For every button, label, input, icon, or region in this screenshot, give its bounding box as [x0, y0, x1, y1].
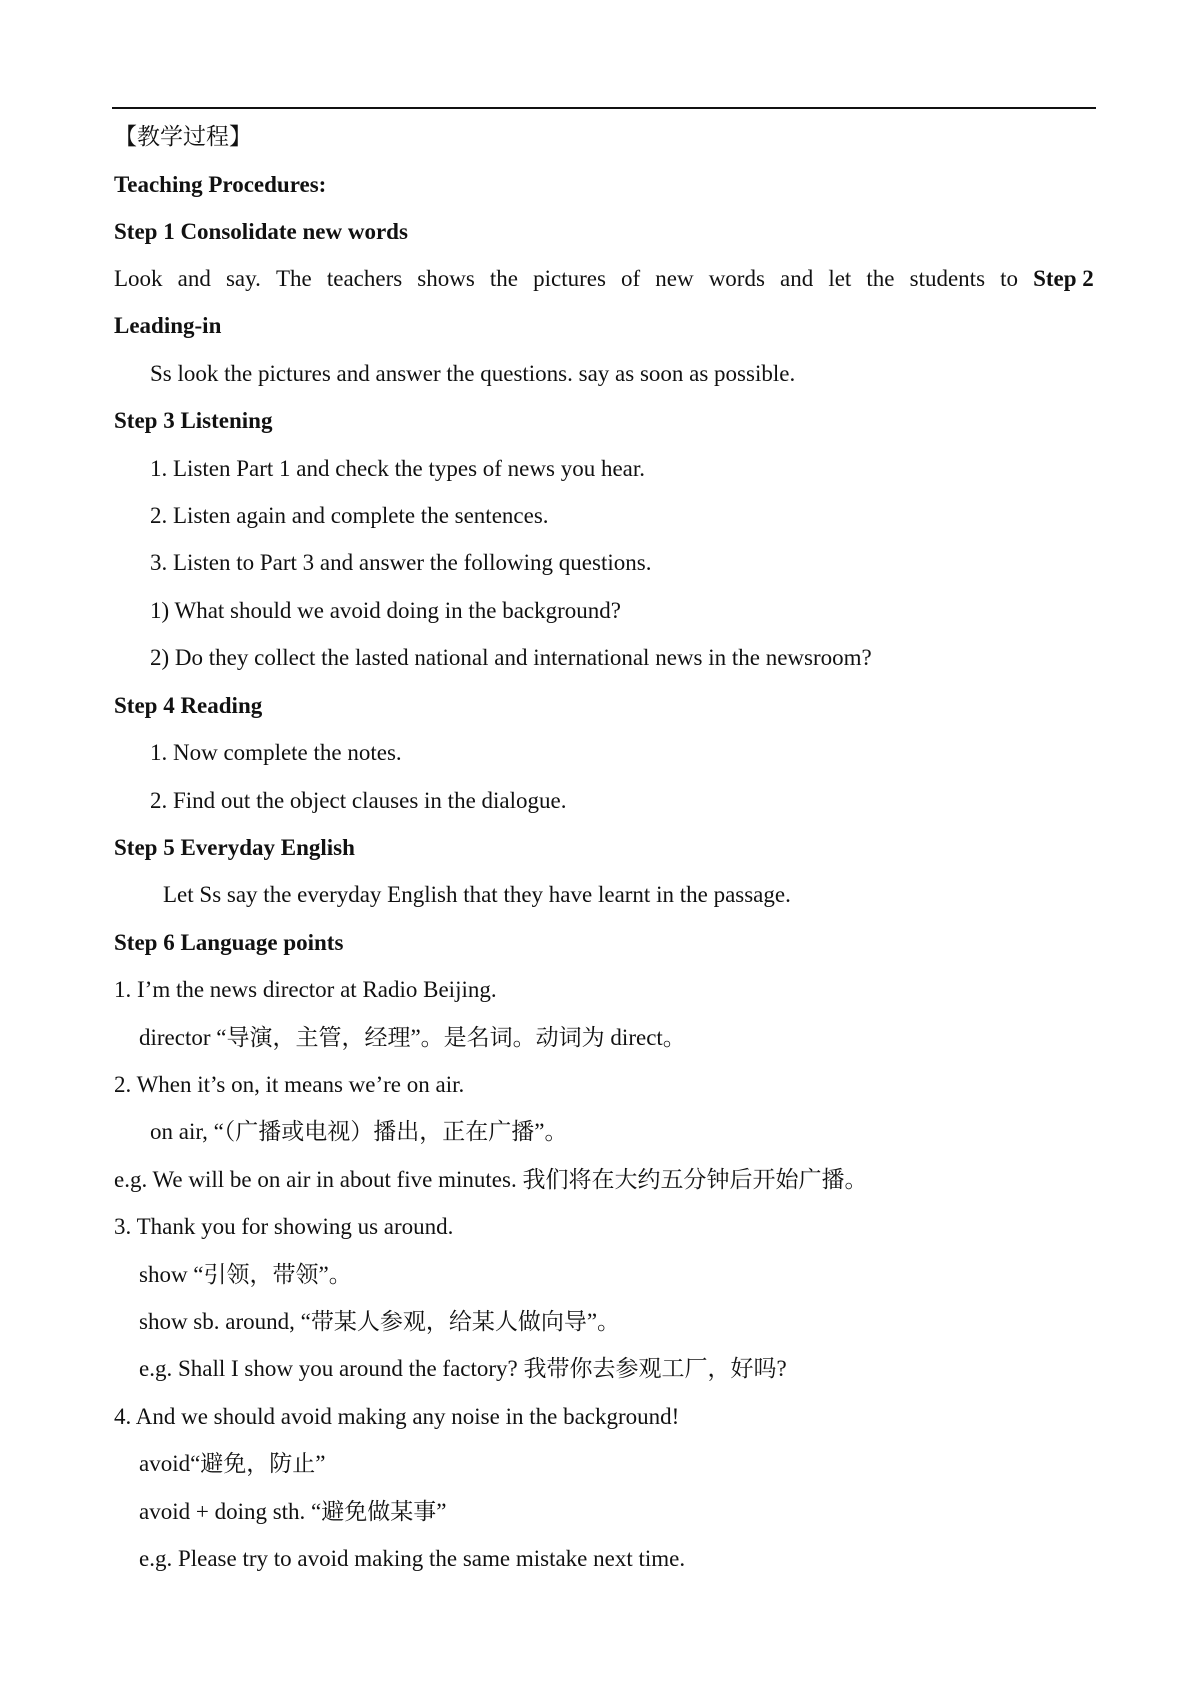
- step3-item: 2. Listen again and complete the sentences.: [150, 503, 549, 528]
- step4-heading: Step 4 Reading: [114, 693, 263, 718]
- step3-item: 1) What should we avoid doing in the background?: [150, 598, 621, 623]
- language-point-example: e.g. Shall I show you around the factory? 我带你去参观工厂，好吗?: [139, 1356, 787, 1381]
- step2-heading-start: Step 2: [1033, 266, 1094, 291]
- language-point: 2. When it’s on, it means we’re on air.: [114, 1072, 465, 1097]
- language-point-note: director “导演，主管，经理”。是名词。动词为 direct。: [139, 1025, 686, 1050]
- step2-text: Ss look the pictures and answer the questions. say as soon as possible.: [150, 361, 796, 386]
- step5-heading: Step 5 Everyday English: [114, 835, 355, 860]
- language-point-note: avoid + doing sth. “避免做某事”: [139, 1499, 447, 1524]
- language-point-example: e.g. We will be on air in about five minutes. 我们将在大约五分钟后开始广播。: [114, 1167, 868, 1192]
- teaching-procedures-title: Teaching Procedures:: [114, 172, 327, 197]
- language-point-example: e.g. Please try to avoid making the same mistake next time.: [139, 1546, 686, 1571]
- language-point: 3. Thank you for showing us around.: [114, 1214, 454, 1239]
- step3-item: 1. Listen Part 1 and check the types of news you hear.: [150, 456, 646, 481]
- language-point-note: show “引领，带领”。: [139, 1262, 352, 1287]
- step1-heading: Step 1 Consolidate new words: [114, 219, 408, 244]
- language-point: 1. I’m the news director at Radio Beijing.: [114, 977, 497, 1002]
- language-point-note: avoid“避免，防止”: [139, 1451, 326, 1476]
- step3-item: 2) Do they collect the lasted national and international news in the newsroom?: [150, 645, 872, 670]
- section-header: 【教学过程】: [114, 124, 252, 149]
- step4-item: 2. Find out the object clauses in the dialogue.: [150, 788, 567, 813]
- step4-item: 1. Now complete the notes.: [150, 740, 402, 765]
- step3-item: 3. Listen to Part 3 and answer the following questions.: [150, 550, 652, 575]
- step3-heading: Step 3 Listening: [114, 408, 273, 433]
- step5-text: Let Ss say the everyday English that they have learnt in the passage.: [163, 882, 791, 907]
- language-point: 4. And we should avoid making any noise in the background!: [114, 1404, 680, 1429]
- language-point-note: show sb. around, “带某人参观，给某人做向导”。: [139, 1309, 621, 1334]
- header-rule: [112, 107, 1096, 109]
- language-point-note: on air, “（广播或电视）播出，正在广播”。: [150, 1119, 568, 1144]
- step2-heading-cont: Leading-in: [114, 313, 222, 338]
- step1-text: Look and say. The teachers shows the pictures of new words and let the students to Step 2: [114, 264, 1094, 294]
- step6-heading: Step 6 Language points: [114, 930, 344, 955]
